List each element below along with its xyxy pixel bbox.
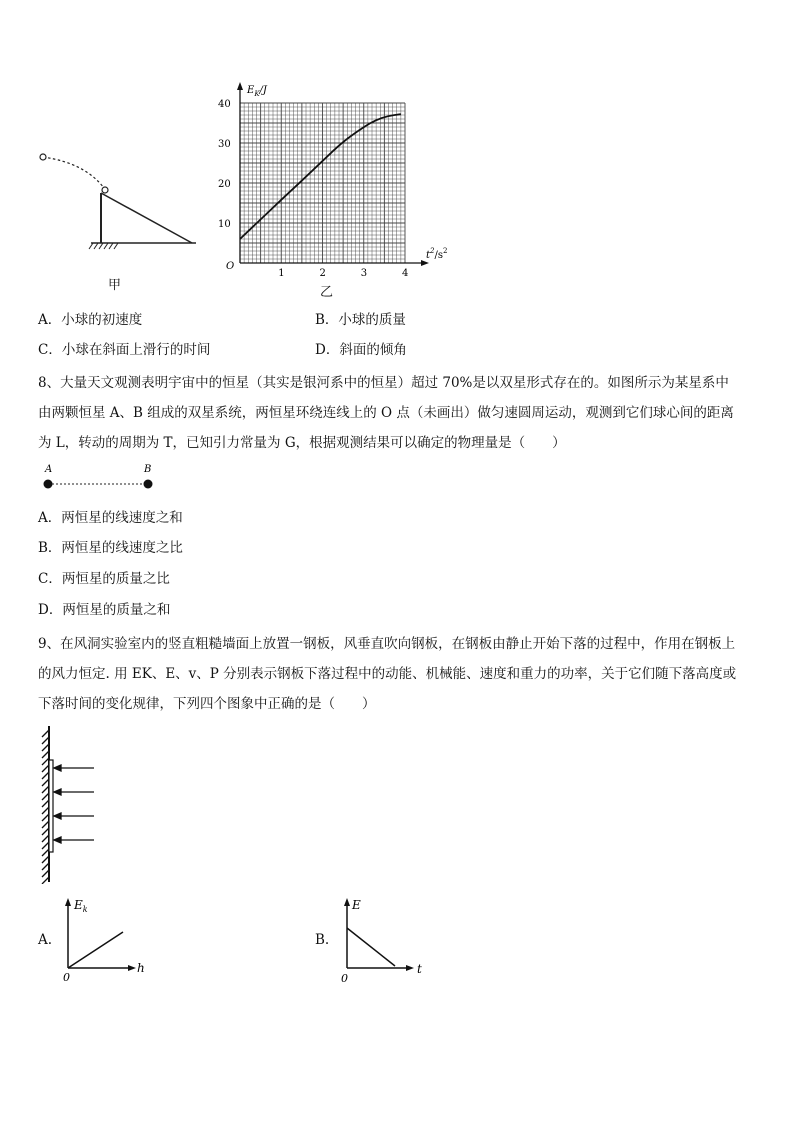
- wall-hatch-line: [42, 730, 49, 737]
- ground-hatch: [89, 243, 118, 249]
- figure-binary-stars: [38, 462, 158, 494]
- graph-b-line: [347, 928, 395, 966]
- wall-hatch-line: [42, 877, 49, 884]
- graph-b-y-label: E: [352, 898, 361, 912]
- chart-x-tick-label: 2: [319, 268, 326, 279]
- q9-stem-line3: 下落时间的变化规律，下列四个图象中正确的是（ ）: [38, 696, 376, 712]
- wall-hatch-line: [42, 863, 49, 870]
- graph-a-x-label: h: [137, 961, 145, 975]
- q8-stem-line2: 由两颗恒星 A、B 组成的双星系统，两恒星环绕连线上的 O 点（未画出）做匀速圆周运动，观测到它们球心间的距离: [38, 405, 734, 421]
- q9-option-a-label[interactable]: A.: [38, 932, 53, 948]
- chart-x-tick-label: 3: [360, 268, 368, 279]
- wall-hatch-line: [42, 821, 49, 828]
- chart-y-tick-label: 10: [218, 219, 231, 230]
- chart-y-tick-label: 30: [218, 139, 231, 150]
- wall-hatch-line: [42, 856, 49, 863]
- wall-hatch-line: [42, 786, 49, 793]
- wall-hatch-line: [42, 758, 49, 765]
- chart-series-line: [240, 114, 401, 239]
- chart-y-tick-label: 20: [218, 179, 231, 190]
- q7-option-a[interactable]: A．小球的初速度: [38, 312, 143, 328]
- wall-hatch: [42, 730, 49, 884]
- wall-hatch-line: [42, 751, 49, 758]
- trajectory-dashed: [43, 157, 104, 188]
- q9-stem-line1: 9、在风洞实验室内的竖直粗糙墙面上放置一钢板，风垂直吹向钢板，在钢板由静止开始下落的过程中，作用在钢板上: [38, 636, 736, 652]
- wall-hatch-line: [42, 842, 49, 849]
- q8-stem-line1: 8、大量天文观测表明宇宙中的恒星（其实是银河系中的恒星）超过 70%是以双星形式存在的。如图所示为某星系中: [38, 375, 729, 391]
- chart-y-tick-label: 40: [218, 99, 231, 110]
- wall-hatch-line: [42, 828, 49, 835]
- wall-hatch-line: [42, 772, 49, 779]
- star-a-label: A: [45, 464, 53, 475]
- wall-hatch-line: [42, 737, 49, 744]
- graph-a-line: [68, 932, 123, 968]
- wall-hatch-line: [42, 765, 49, 772]
- wall-hatch-line: [42, 870, 49, 877]
- q9-stem-line2: 的风力恒定. 用 EK、E、v、P 分别表示钢板下落过程中的动能、机械能、速度和重力的功率，关于它们随下落高度或: [38, 666, 737, 682]
- q8-option-a[interactable]: A．两恒星的线速度之和: [38, 510, 183, 526]
- wall-hatch-line: [42, 800, 49, 807]
- chart-x-tick-label: 1: [278, 268, 285, 279]
- q8-option-c[interactable]: C．两恒星的质量之比: [38, 571, 170, 587]
- graph-a-y-label: $E_k$: [74, 898, 88, 914]
- q7-option-d[interactable]: D．斜面的倾角: [315, 342, 407, 358]
- wall-hatch-line: [42, 814, 49, 821]
- chart-y-arrow: [237, 82, 243, 90]
- star-b-label: B: [144, 464, 152, 475]
- chart-y-axis-label: $E_K/J$: [247, 85, 267, 98]
- wall-hatch-line: [42, 779, 49, 786]
- wall-hatch-line: [42, 835, 49, 842]
- chart-ek-t2: [215, 82, 460, 282]
- figure-wind-wall: [36, 726, 106, 884]
- q7-option-b[interactable]: B．小球的质量: [315, 312, 406, 328]
- figure-caption-yi: 乙: [320, 285, 334, 300]
- q8-stem: [38, 368, 760, 458]
- graph-option-b[interactable]: [333, 893, 443, 985]
- wall-hatch-line: [42, 807, 49, 814]
- wall-hatch-line: [42, 744, 49, 751]
- ball-start: [40, 154, 46, 160]
- figure-caption-jia: 甲: [108, 278, 122, 293]
- star-a: [44, 480, 53, 489]
- graph-a-origin: 0: [63, 971, 70, 984]
- graph-b-origin: 0: [341, 972, 348, 985]
- graph-b-x-label: t: [417, 962, 422, 976]
- q8-option-d[interactable]: D．两恒星的质量之和: [38, 602, 171, 618]
- chart-x-axis-label: $t^2/s^2$: [426, 247, 448, 261]
- wall-hatch-line: [42, 793, 49, 800]
- wall-hatch-line: [42, 849, 49, 856]
- q8-stem-line3: 为 L，转动的周期为 T，已知引力常量为 G，根据观测结果可以确定的物理量是（ ）: [38, 435, 566, 451]
- ball-landing: [102, 187, 108, 193]
- chart-origin-label: O: [226, 261, 235, 272]
- graph-option-a[interactable]: [56, 895, 166, 985]
- figure-incline: [30, 145, 205, 255]
- wind-arrows: [54, 765, 94, 843]
- chart-x-tick-label: 4: [402, 268, 409, 279]
- q9-stem: [38, 629, 760, 719]
- q9-option-b-label[interactable]: B.: [315, 932, 330, 948]
- star-b: [144, 480, 153, 489]
- steel-plate: [49, 760, 53, 852]
- q7-option-c[interactable]: C．小球在斜面上滑行的时间: [38, 342, 211, 358]
- q8-option-b[interactable]: B．两恒星的线速度之比: [38, 540, 183, 556]
